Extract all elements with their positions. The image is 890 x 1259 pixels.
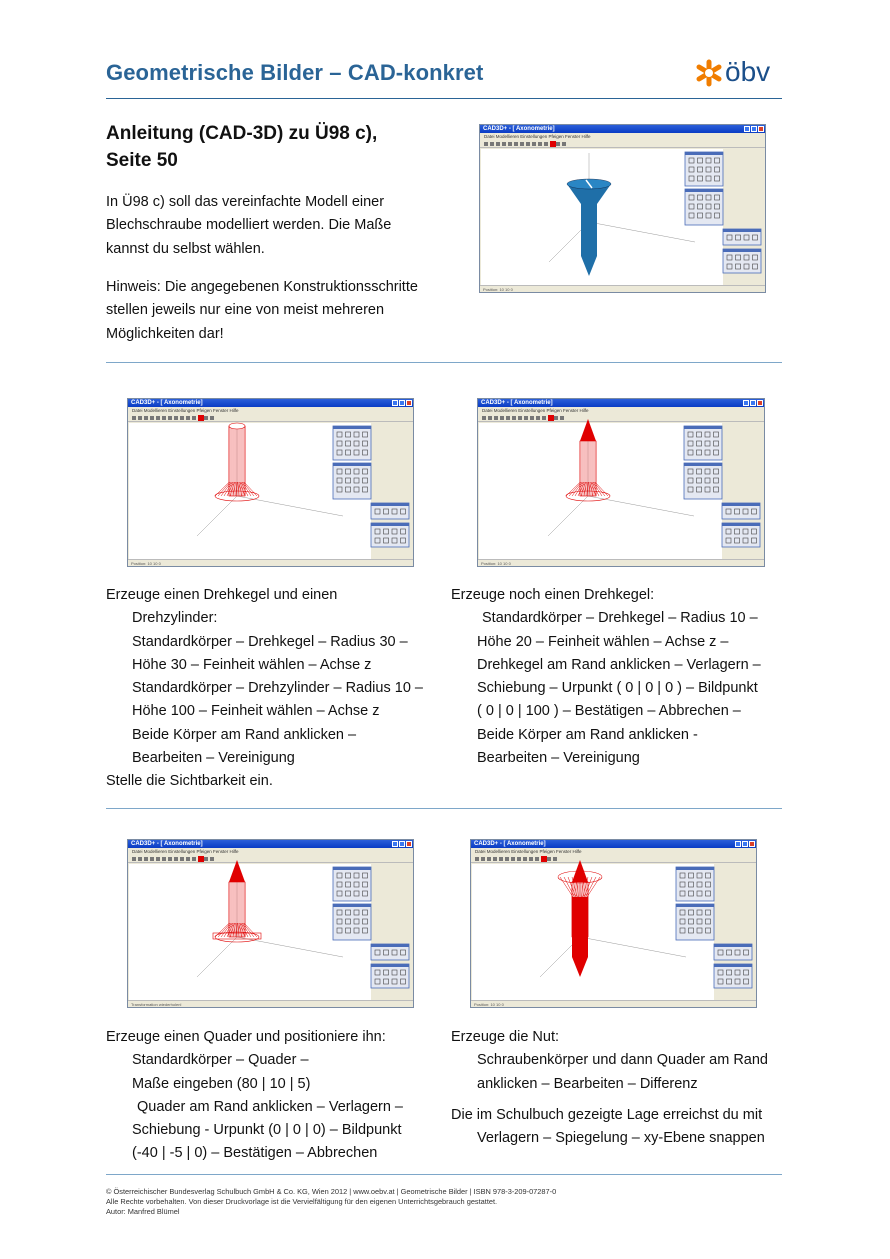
tool-palette [676, 867, 714, 901]
text-line: In Ü98 c) soll das vereinfachte Modell einer [106, 194, 385, 210]
window-statusbar: Position: 10 10 0 [480, 285, 765, 292]
tool-palette [333, 867, 371, 901]
text-line: Stelle die Sichtbarkeit ein. [106, 773, 273, 790]
tool-palette [371, 964, 409, 988]
tool-palette [685, 152, 723, 186]
text-line: Maße eingeben (80 | 10 | 5) [132, 1075, 311, 1092]
cad-screenshot-second-cone [477, 398, 765, 567]
instruction-title [106, 120, 377, 174]
tool-palette [333, 463, 371, 499]
oebv-star-icon [695, 58, 723, 88]
text-line: Beide Körper am Rand anklicken - [477, 726, 698, 743]
text-line: Schiebung - Urpunkt (0 | 0 | 0) – Bildpunkt [132, 1122, 402, 1139]
title-line-2: Seite 50 [106, 150, 178, 171]
text-line: Erzeuge noch einen Drehkegel: [451, 587, 655, 603]
screw-model [213, 860, 261, 942]
coordinate-axes [549, 153, 695, 262]
author-line: Autor: Manfred Blümel [106, 1207, 180, 1216]
text-line: kannst du selbst wählen. [106, 240, 265, 257]
section-divider [106, 808, 782, 809]
tool-palette [684, 463, 722, 499]
footer [106, 1187, 556, 1217]
text-line: anklicken – Bearbeiten – Differenz [477, 1075, 698, 1092]
window-statusbar: Position: 10 10 0 [471, 1000, 756, 1007]
text-line: Drehkegel am Rand anklicken – Verlagern – [477, 656, 761, 673]
cad-screenshot-groove [470, 839, 757, 1008]
section-divider [106, 362, 782, 363]
window-menubar: Datei Modellieren Einstellungen Pfeigen Fenster Hilfe [478, 407, 764, 414]
coordinate-axes [197, 868, 343, 977]
copyright-line: © Österreichischer Bundesverlag Schulbuch GmbH & Co. KG, Wien 2012 | www.oebv.at | Geometrische Bilder | ISBN 978-3-209-07287-0 [106, 1187, 557, 1196]
text-line: Höhe 100 – Feinheit wählen – Achse z [132, 703, 380, 720]
window-statusbar: Position: 10 10 0 [478, 559, 764, 566]
page-header-title: Geometrische Bilder – CAD-konkret [106, 60, 484, 85]
step2-text [451, 584, 791, 770]
window-menubar: Datei Modellieren Einstellungen Pfeigen Fenster Hilfe [128, 407, 413, 414]
text-line: Drehzylinder: [132, 610, 218, 627]
text-line: Schraubenkörper und dann Quader am Rand [477, 1052, 768, 1069]
text-line: Bearbeiten – Vereinigung [132, 750, 295, 767]
cad-drawing [128, 399, 413, 566]
screw-model [558, 860, 602, 977]
rights-line: Alle Rechte vorbehalten. Von dieser Druckvorlage ist die Vervielfältigung für den eigenen Unterrichtsgebrauch gestattet. [106, 1197, 498, 1206]
tool-palette [371, 944, 409, 960]
text-line: Möglichkeiten dar! [106, 325, 224, 342]
coordinate-axes [197, 427, 343, 536]
screw-model [566, 419, 610, 501]
coordinate-axes [548, 427, 694, 536]
window-titlebar: CAD3D+ - [ Axonometrie] [471, 840, 756, 848]
text-line: Bearbeiten – Vereinigung [477, 750, 640, 767]
cad-drawing [478, 399, 764, 566]
text-line: Die im Schulbuch gezeigte Lage erreichst du mit [451, 1106, 763, 1123]
step3-text [106, 1026, 446, 1166]
text-line: Erzeuge einen Quader und positioniere ihn: [106, 1029, 386, 1045]
text-line: (-40 | -5 | 0) – Bestätigen – Abbrechen [132, 1145, 378, 1162]
window-titlebar: CAD3D+ - [ Axonometrie] [128, 840, 413, 848]
cad-drawing [128, 840, 413, 1007]
tool-palette [371, 523, 409, 547]
tool-palette [333, 904, 371, 940]
text-line: Quader am Rand anklicken – Verlagern – [137, 1098, 403, 1115]
tool-palette [723, 229, 761, 245]
screw-model [215, 423, 259, 501]
step4-text [451, 1026, 791, 1150]
tool-palette [676, 904, 714, 940]
text-line: Schiebung – Urpunkt ( 0 | 0 | 0 ) – Bildpunkt [477, 680, 758, 697]
tool-palette [722, 503, 760, 519]
tool-palette [333, 426, 371, 460]
text-line: Erzeuge einen Drehkegel und einen [106, 587, 338, 603]
cad-screenshot-cuboid [127, 839, 414, 1008]
tool-palette [723, 249, 761, 273]
text-line: Beide Körper am Rand anklicken – [132, 726, 357, 743]
cad-drawing [480, 125, 765, 292]
text-line: Erzeuge die Nut: [451, 1029, 560, 1045]
window-titlebar: CAD3D+ - [ Axonometrie] [478, 399, 764, 407]
window-statusbar: Transformation wiederholen! [128, 1000, 413, 1007]
tool-palette [714, 944, 752, 960]
text-line: ( 0 | 0 | 100 ) – Bestätigen – Abbrechen – [477, 703, 741, 720]
text-line: Standardkörper – Drehzylinder – Radius 10 – [132, 680, 423, 697]
oebv-logo-text: öbv [725, 56, 771, 87]
intro-paragraph [106, 191, 391, 261]
coordinate-axes [540, 868, 686, 977]
text-line: Blechschraube modelliert werden. Die Maße [106, 217, 392, 234]
text-line: Standardkörper – Drehkegel – Radius 30 – [132, 633, 408, 650]
tool-palette [684, 426, 722, 460]
cad-screenshot-final-screw [479, 124, 766, 293]
tool-palette [714, 964, 752, 988]
tool-palette [685, 189, 723, 225]
text-line: Höhe 20 – Feinheit wählen – Achse z – [477, 633, 729, 650]
tool-palette [371, 503, 409, 519]
window-menubar: Datei Modellieren Einstellungen Pfeigen Fenster Hilfe [480, 133, 765, 140]
footer-divider [106, 1174, 782, 1175]
window-titlebar: CAD3D+ - [ Axonometrie] [480, 125, 765, 133]
text-line: Hinweis: Die angegebenen Konstruktionsschritte [106, 279, 418, 295]
cad-drawing [471, 840, 756, 1007]
title-line-1: Anleitung (CAD-3D) zu Ü98 c), [106, 123, 378, 144]
text-line: stellen jeweils nur eine von meist mehreren [106, 302, 385, 319]
text-line: Standardkörper – Drehkegel – Radius 10 – [482, 610, 758, 627]
window-menubar: Datei Modellieren Einstellungen Pfeigen Fenster Hilfe [128, 848, 413, 855]
tool-palette [722, 523, 760, 547]
window-menubar: Datei Modellieren Einstellungen Pfeigen Fenster Hilfe [471, 848, 756, 855]
oebv-logo [695, 58, 785, 92]
text-line: Verlagern – Spiegelung – xy-Ebene snappen [477, 1130, 765, 1147]
cad-screenshot-cone-cylinder [127, 398, 414, 567]
text-line: Höhe 30 – Feinheit wählen – Achse z [132, 656, 372, 673]
text-line: Standardkörper – Quader – [132, 1052, 309, 1069]
window-statusbar: Position: 10 10 0 [128, 559, 413, 566]
step1-text [106, 584, 446, 794]
screw-model [567, 179, 611, 276]
window-titlebar: CAD3D+ - [ Axonometrie] [128, 399, 413, 407]
header-divider [106, 98, 782, 99]
hint-paragraph [106, 276, 418, 346]
